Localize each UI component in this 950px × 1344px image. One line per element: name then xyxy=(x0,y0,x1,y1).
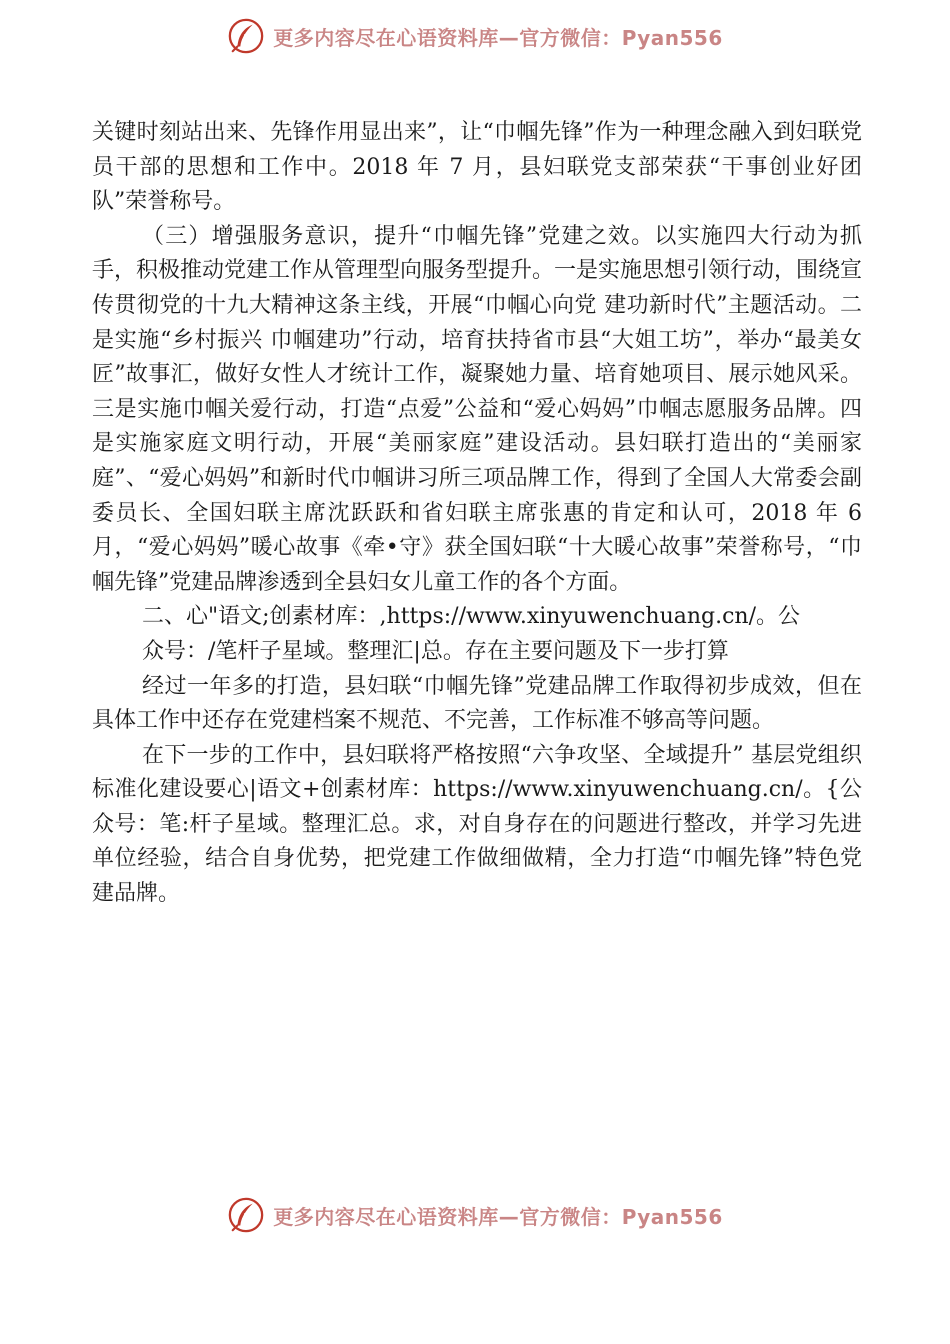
feather-quill-icon xyxy=(227,17,265,55)
paragraph-2: （三）增强服务意识，提升“巾帼先锋”党建之效。以实施四大行动为抓手，积极推动党建工作从管理型向服务型提升。一是实施思想引领行动，围绕宣传贯彻党的十九大精神这条主线，开展“巾帼心向党 建功新时代”主题活动。二是实施“乡村振兴 巾帼建功”行动，培育扶持省市县“大姐工坊”，举办“最美女匠”故事汇，做好女性人才统计工作，凝聚她力量、培育她项目、展示她风采。三是实施巾帼关爱行动，打造“点爱”公益和“爱心妈妈”巾帼志愿服务品牌。四是实施家庭文明行动，开展“美丽家庭”建设活动。县妇联打造出的“美丽家庭”、“爱心妈妈”和新时代巾帼讲习所三项品牌工作，得到了全国人大常委会副委员长、全国妇联主席沈跃跃和省妇联主席张惠的肯定和认可，2018 年 6 月，“爱心妈妈”暖心故事《牵•守》获全国妇联“十大暖心故事”荣誉称号，“巾帼先锋”党建品牌渗透到全县妇女儿童工作的各个方面。 xyxy=(92,223,863,595)
section-heading-line-1: 二、心"语文;创素材库：,https://www.xinyuwenchuang.cn/。公 xyxy=(142,604,801,630)
paragraph-1: 关键时刻站出来、先锋作用显出来”，让“巾帼先锋”作为一种理念融入到妇联党员干部的思想和工作中。2018 年 7 月，县妇联党支部荣获“干事创业好团队”荣誉称号。 xyxy=(92,120,862,215)
header-banner xyxy=(0,14,950,58)
section-heading-line-2: 众号：/笔杆子星域。整理汇|总。存在主要问题及下一步打算 xyxy=(142,638,729,664)
feather-quill-icon xyxy=(227,1196,265,1234)
footer-banner xyxy=(0,1193,950,1237)
section-heading xyxy=(92,600,862,669)
paragraph-4: 在下一步的工作中，县妇联将严格按照“六争攻坚、全域提升” 基层党组织标准化建设要心|语文+创素材库：https://www.xinyuwenchuang.cn/。{公众号：笔:杆子星域。整理汇总。求，对自身存在的问题进行整改，并学习先进单位经验，结合自身优势，把党建工作做细做精，全力打造“巾帼先锋”特色党建品牌。 xyxy=(92,742,862,907)
footer-banner-title: 更多内容尽在心语资料库—官方微信：Pyan556 xyxy=(273,1204,723,1229)
document-body xyxy=(92,116,862,912)
paragraph-3: 经过一年多的打造，县妇联“巾帼先锋”党建品牌工作取得初步成效，但在具体工作中还存在党建档案不规范、不完善，工作标准不够高等问题。 xyxy=(92,673,862,734)
banner-title: 更多内容尽在心语资料库—官方微信：Pyan556 xyxy=(273,25,723,50)
